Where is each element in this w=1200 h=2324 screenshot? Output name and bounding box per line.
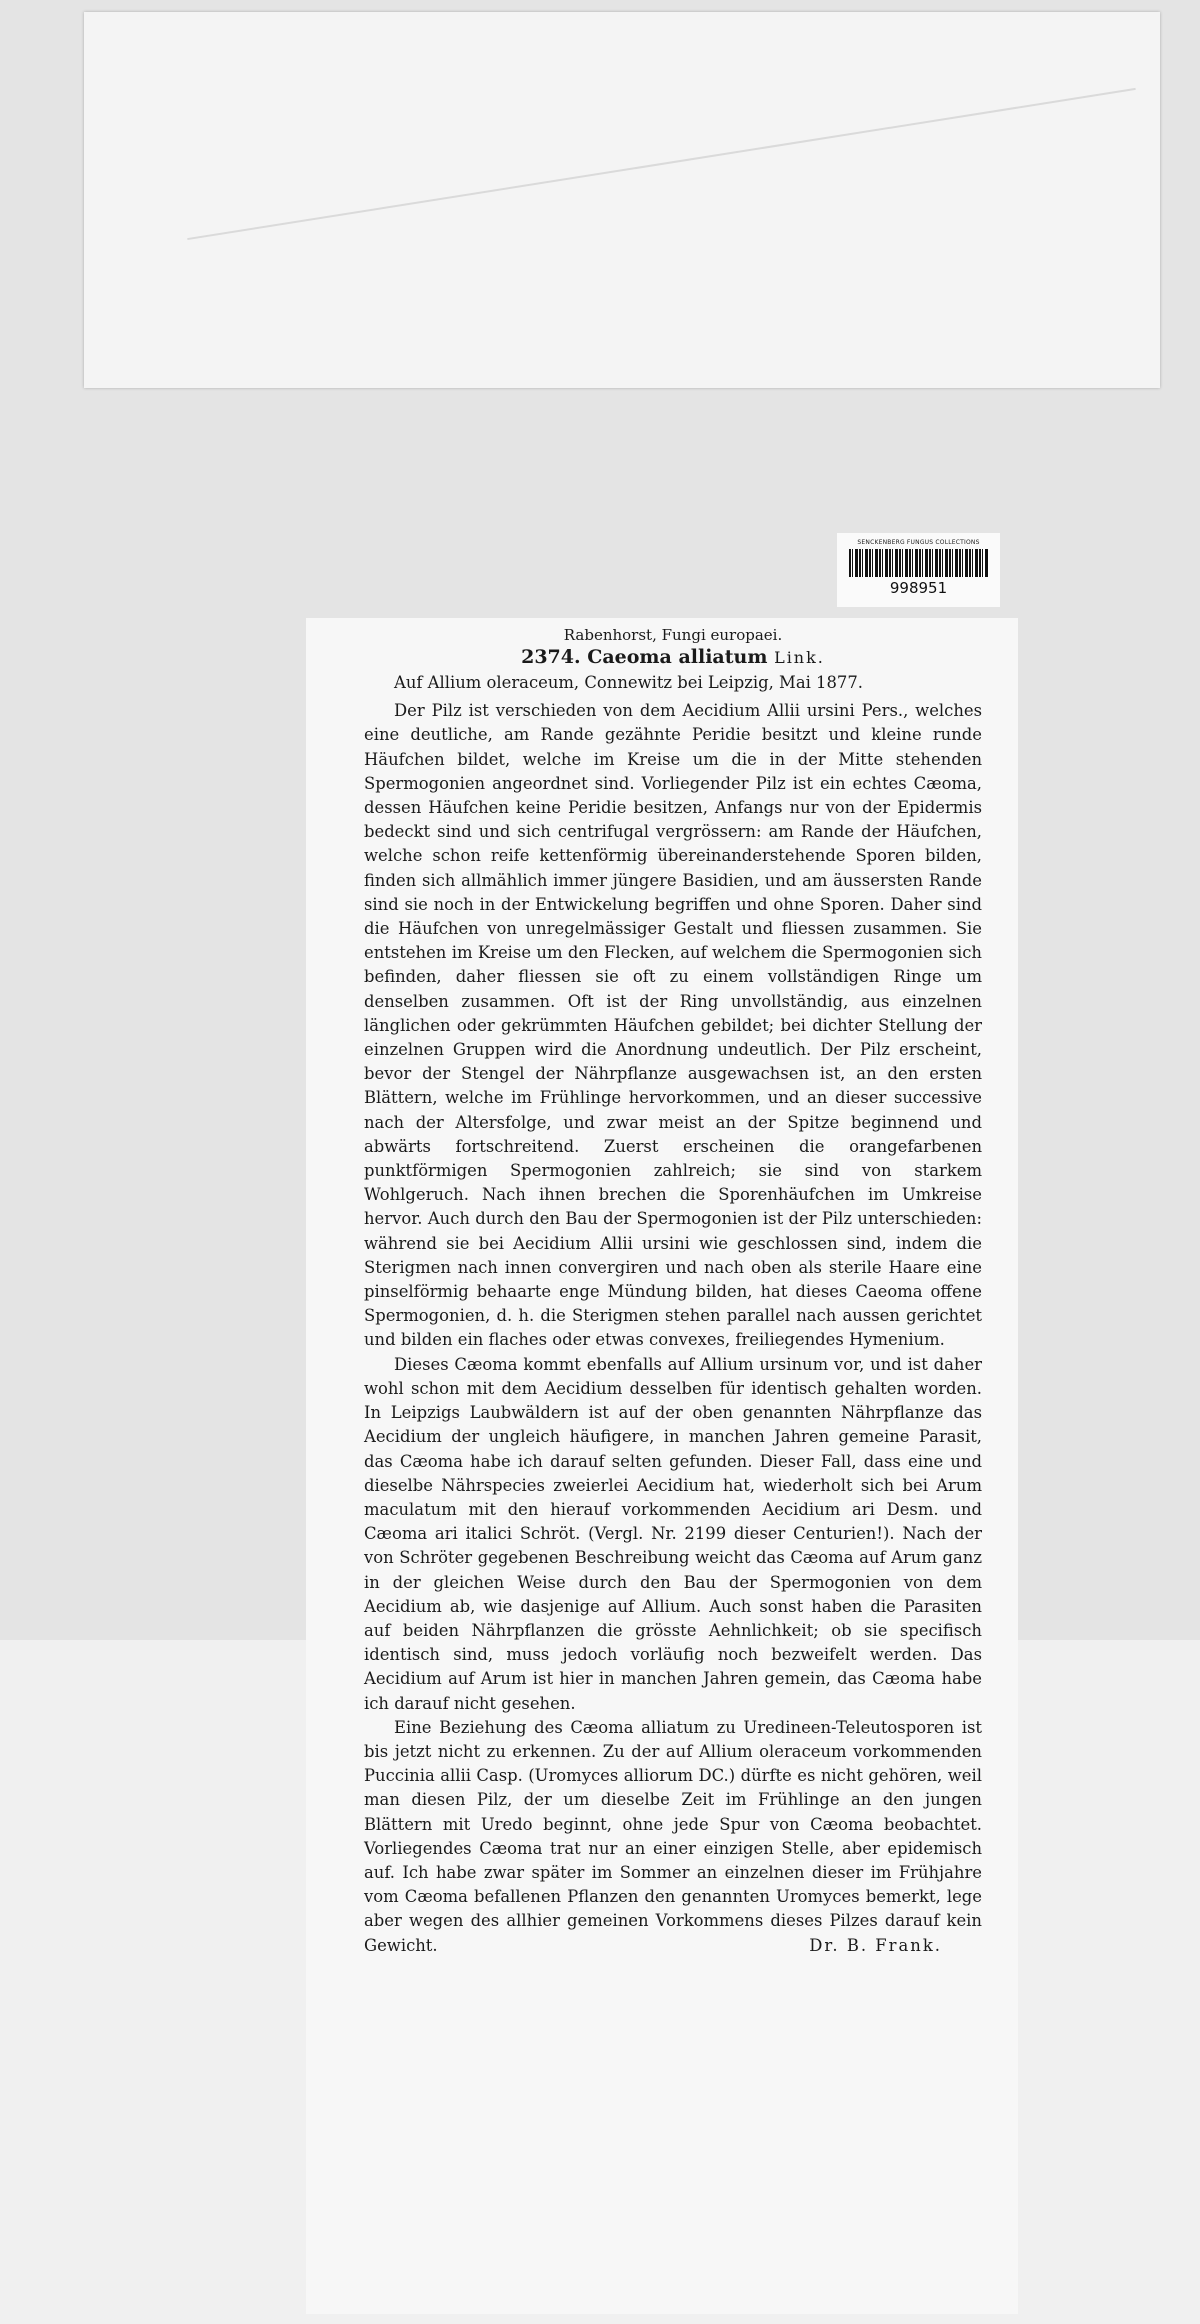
series-title: Rabenhorst, Fungi europaei. — [563, 626, 783, 644]
barcode-institution: SENCKENBERG FUNGUS COLLECTIONS — [857, 539, 980, 546]
barcode-label — [837, 533, 1000, 607]
exsiccata-number: 2374. — [521, 646, 581, 668]
species-name: Caeoma alliatum — [587, 646, 768, 668]
species-heading — [364, 646, 982, 669]
paragraph: Eine Beziehung des Cæoma alliatum zu Uredineen-Teleutosporen ist bis jetzt nicht zu erkennen. Zu der auf Allium oleraceum vorkommenden Puccinia allii Casp. (Uromyces alliorum DC.) dürfte es nicht gehören, weil man diesen Pilz, der um dieselbe Zeit im Frühlinge an den jungen Blättern mit Uredo beginnt, ohne jede Spur von Cæoma beobachtet. Vorliegendes Cæoma trat nur an einer einzigen Stelle, aber epidemisch auf. Ich habe zwar später im Sommer an einzelnen dieser im Frühjahre vom Cæoma befallenen Pflanzen den genannten Uromyces bemerkt, lege aber wegen des allhier gemeinen Vorkommens dieses Pilzes darauf kein Gewicht. — [364, 1717, 982, 1955]
signature: Dr. B. Frank. — [809, 1935, 942, 1955]
species-author: Link. — [774, 648, 825, 667]
barcode-icon — [849, 549, 989, 577]
printed-label — [306, 618, 1018, 2314]
paragraph: Der Pilz ist verschieden von dem Aecidium Allii ursini Pers., welches eine deutliche, am Rande gezähnte Peridie besitzt und kleine runde Häufchen bildet, welche im Kreise um die in der Mitte stehenden Spermogonien angeordnet sind. Vorliegender Pilz ist ein echtes Cæoma, dessen Häufchen keine Peridie besitzen, Anfangs nur von der Epidermis bedeckt sind und sich centrifugal vergrössern: am Rande der Häufchen, welche schon reife kettenförmig übereinanderstehende Sporen bilden, finden sich allmählich immer jüngere Basidien, und am äussersten Rande sind sie noch in der Entwickelung begriffen und ohne Sporen. Daher sind die Häufchen von unregelmässiger Gestalt und fliessen zusammen. Sie entstehen im Kreise um den Flecken, auf welchem die Spermogonien sich befinden, daher fliessen sie oft zu einem vollständigen Ringe um denselben zusammen. Oft ist der Ring unvollständig, aus einzelnen länglichen oder gekrümmten Häufchen gebildet; bei dichter Stellung der einzelnen Gruppen wird die Anordnung undeutlich. Der Pilz erscheint, bevor der Stengel der Nährpflanze ausgewachsen ist, an den ersten Blättern, welche im Frühlinge hervorkommen, und an dieser successive nach der Altersfolge, und zwar meist an der Spitze beginnend und abwärts fortschreitend. Zuerst erscheinen die orangefarbenen punktförmigen Spermogonien zahlreich; sie sind von starkem Wohlgeruch. Nach ihnen brechen die Sporenhäufchen im Umkreise hervor. Auch durch den Bau der Spermogonien ist der Pilz unterschieden: während sie bei Aecidium Allii ursini wie geschlossen sind, indem die Sterigmen nach innen convergiren und nach oben als sterile Haare eine pinselförmig behaarte enge Mündung bilden, hat dieses Caeoma offene Spermogonien, d. h. die Sterigmen stehen parallel nach aussen gerichtet und bilden ein flaches oder etwas convexes, freiliegendes Hymenium. — [364, 701, 982, 1350]
specimen-packet — [84, 12, 1160, 388]
barcode-number: 998951 — [889, 579, 948, 597]
paragraph: Dieses Cæoma kommt ebenfalls auf Allium ursinum vor, und ist daher wohl schon mit dem Aecidium desselben für identisch gehalten worden. In Leipzigs Laubwäldern ist auf der oben genannten Nährpflanze das Aecidium der ungleich häufigere, in manchen Jahren gemeine Parasit, das Cæoma habe ich darauf selten gefunden. Dieser Fall, dass eine und dieselbe Nährspecies zweierlei Aecidium hat, wiederholt sich bei Arum maculatum mit den hierauf vorkommenden Aecidium ari Desm. und Cæoma ari italici Schröt. (Vergl. Nr. 2199 dieser Centurien!). Nach der von Schröter gegebenen Beschreibung weicht das Cæoma auf Arum ganz in der gleichen Weise durch den Bau der Spermogonien von dem Aecidium ab, wie dasjenige auf Allium. Auch sonst haben die Parasiten auf beiden Nährpflanzen die grösste Aehnlichkeit; ob sie specifisch identisch sind, muss jedoch vorläufig noch bezweifelt werden. Das Aecidium auf Arum ist hier in manchen Jahren gemein, das Cæoma habe ich darauf nicht gesehen. — [364, 1354, 982, 1713]
locality: Auf Allium oleraceum, Connewitz bei Leipzig, Mai 1877. — [394, 673, 863, 692]
packet-fold — [187, 88, 1161, 398]
